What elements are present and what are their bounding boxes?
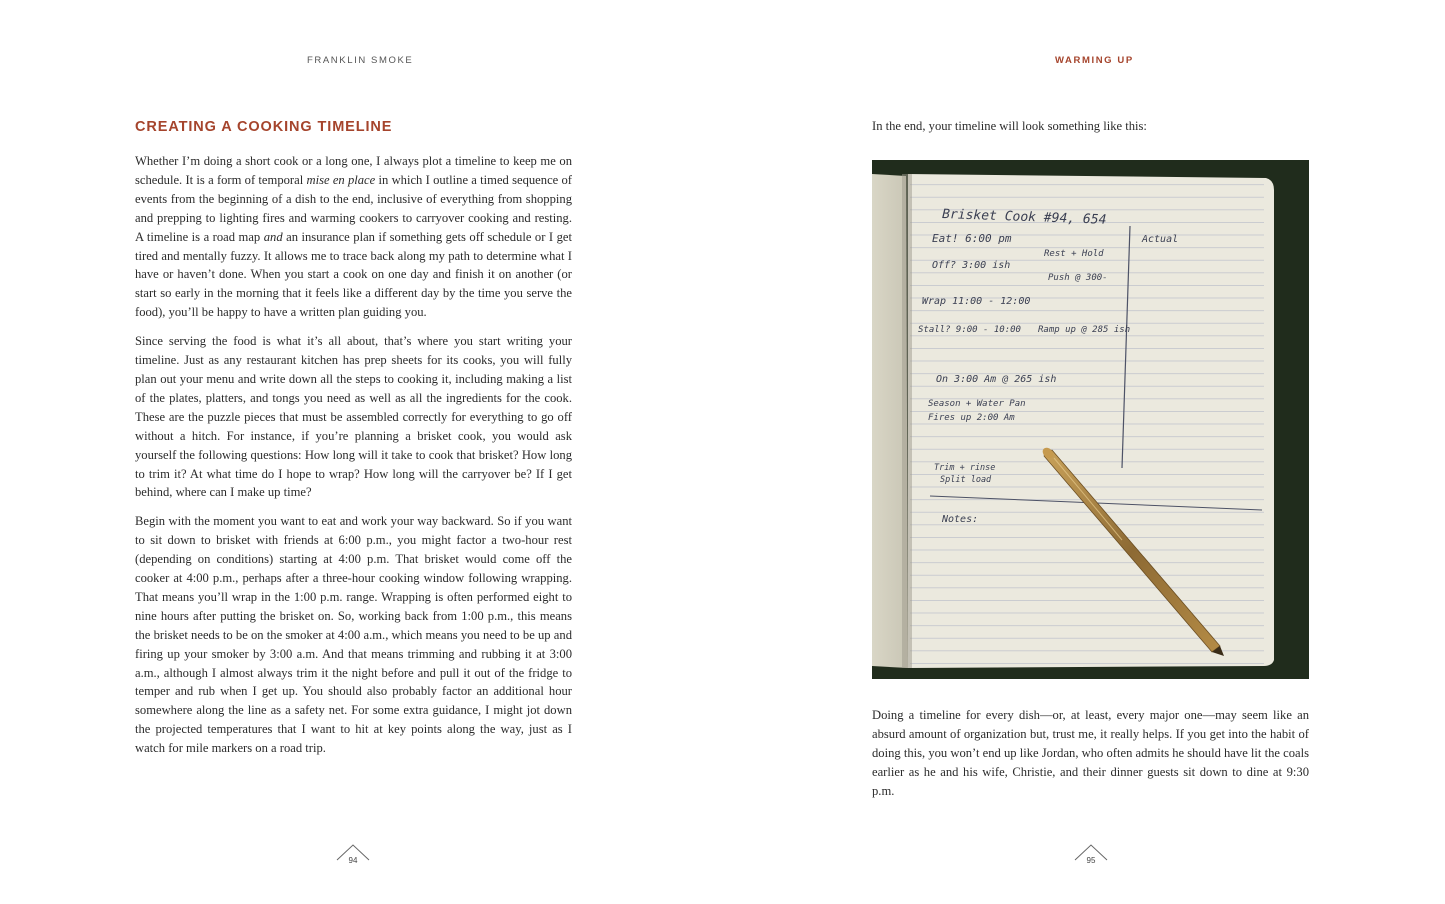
paragraph-1-part-1: Whether I’m doing a short cook or a long one, I always plot a timeline to keep me on schedule. It is a form of temporal [135,154,572,187]
note-title: Brisket Cook #94, 654 [941,207,1107,228]
note-off: Off? 3:00 ish [932,260,1011,271]
paragraph-1-part-3: an insurance plan if something gets off schedule or I get tired and mentally fuzzy. It allows me to trace back along my path to determine what I have or haven’t done. When you start a cook on one day and finish it on another (or start so early in the morning that it feels like a different day by the time you serve the food), you’ll be happy to have a written plan guiding you. [135,229,573,320]
note-rest: Rest + Hold [1044,249,1104,259]
paragraph-2: Since serving the food is what it’s all about, that’s where you start writing your timeline. Just as any restaurant kitchen has prep sheets for its cooks, you will fully plan out your menu and write down all the steps to cooking it, including making a list of the plates, platters, and tongs you need as well as all the ingredients for the cook. These are the puzzle pieces that must be assembled correctly for everything to go off without a hitch. For instance, if you’re planning a brisket cook, you would ask yourself the following questions: How long will it take to cook that brisket? How long to trim it? At what time do I hope to wrap? How long will the carryover be? If I get behind, where can I make up time? [135,334,572,500]
outro-text: Doing a timeline for every dish—or, at least, every major one—may seem like an absurd amount of organization but, trust me, it really helps. If you get into the habit of doing this, you won’t end up like Jordan, who often admits he should have lit the coals earlier as he and his wife, Christie, and their dinner guests sit down to dine at 9:30 p.m. [872,708,1309,798]
page-number-right-text: 95 [1086,856,1096,865]
paragraph-3: Begin with the moment you want to eat and work your way backward. So if you want to sit down to brisket with friends at 6:00 p.m., you might factor a two-hour rest (depending on conditions) starting at 4:00 p.m. That brisket would come off the cooker at 4:00 p.m., perhaps after a three-hour cooking window following wrapping. That means you’ll wrap in the 1:00 p.m. range. Wrapping is often performed eight to nine hours after putting the brisket on. So, working back from 1:00 p.m., this means the brisket needs to be on the smoker at 4:00 a.m., which means you need to be up and firing up your smoker by 3:00 a.m. And that means trimming and rubbing it at 3:00 a.m., although I almost always trim it the night before and pull it out of the fridge to temper and rub when I get up. You should also probably factor an additional hour somewhere along the line as a safety net. For some extra guidance, I might jot down the projected temperatures that I want to hit at key points along the way, just as I watch for mile markers on a road trip. [135,514,572,756]
note-on: On 3:00 Am @ 265 ish [936,374,1057,385]
paragraph-1-italic-1: mise en place [306,172,376,187]
note-fires: Fires up 2:00 Am [928,413,1015,423]
running-head-left: FRANKLIN SMOKE [307,55,414,66]
notebook-photo [872,160,1309,679]
left-page [0,0,722,904]
note-split: Split load [940,475,992,485]
right-page [723,0,1445,904]
note-season: Season + Water Pan [928,399,1026,409]
paragraph-1 [135,152,572,322]
page-number-left-text: 94 [348,856,358,865]
note-push: Push @ 300- [1048,273,1108,283]
left-body-text [135,152,572,768]
note-trim: Trim + rinse [934,463,996,473]
note-actual: Actual [1142,234,1179,245]
note-ramp: Ramp up @ 285 ish [1038,325,1131,335]
note-wrap: Wrap 11:00 - 12:00 [922,296,1031,307]
page-number-left [335,842,371,870]
intro-text: In the end, your timeline will look something like this: [872,119,1147,133]
running-head-right: WARMING UP [1055,55,1134,66]
note-notes: Notes: [942,514,979,525]
note-eat: Eat! 6:00 pm [932,232,1012,245]
paragraph-1-italic-2: and [263,229,283,244]
note-stall: Stall? 9:00 - 10:00 [918,325,1021,335]
notebook-photo-svg [872,160,1309,679]
page-number-right [1073,842,1109,870]
section-heading: CREATING A COOKING TIMELINE [135,119,393,135]
paragraph-1-part-2: in which I outline a timed sequence of events from the beginning of a dish to the end, inclusive of everything from shopping and prepping to lighting fires and warming cookers to carryover cooking and resting. A timeline is a road map [135,172,573,244]
